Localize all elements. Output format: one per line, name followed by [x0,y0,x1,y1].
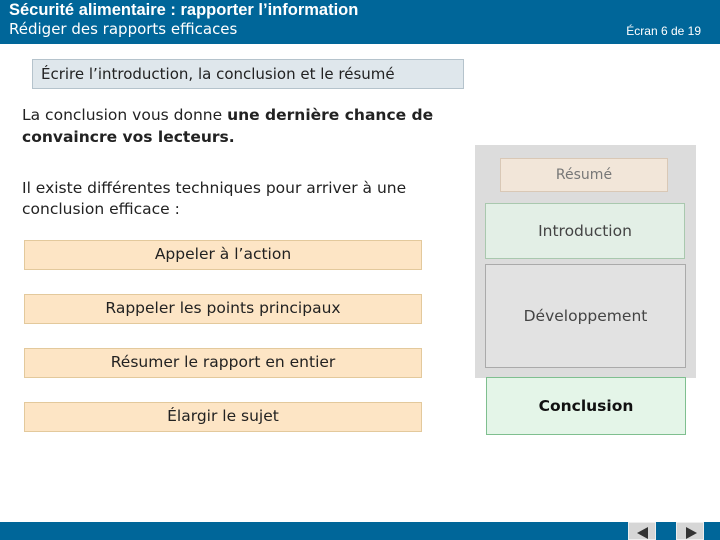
section-title: Écrire l’introduction, la conclusion et le résumé [32,59,464,89]
technique-button-elargir[interactable]: Élargir le sujet [24,402,422,432]
structure-block-conclusion: Conclusion [486,377,686,435]
techniques-intro: Il existe différentes techniques pour arriver à une conclusion efficace : [22,179,407,218]
technique-button-rappeler[interactable]: Rappeler les points principaux [24,294,422,324]
intro-text [22,104,442,148]
triangle-right-icon [686,527,697,539]
structure-block-introduction: Introduction [485,203,685,259]
intro-text-bold: une dernière chance de convaincre vos lecteurs. [22,106,434,146]
course-title: Sécurité alimentaire : rapporter l’information [9,1,359,19]
module-subtitle: Rédiger des rapports efficaces [9,20,238,38]
intro-text-plain: La conclusion vous donne [22,106,228,124]
technique-button-resumer[interactable]: Résumer le rapport en entier [24,348,422,378]
structure-block-developpement: Développement [485,264,686,368]
triangle-left-icon [637,527,648,539]
next-button[interactable] [676,522,704,540]
structure-block-resume: Résumé [500,158,668,192]
previous-button[interactable] [628,522,656,540]
footer-bar [0,522,720,540]
technique-button-appeler[interactable]: Appeler à l’action [24,240,422,270]
screen-counter: Écran 6 de 19 [626,24,701,38]
